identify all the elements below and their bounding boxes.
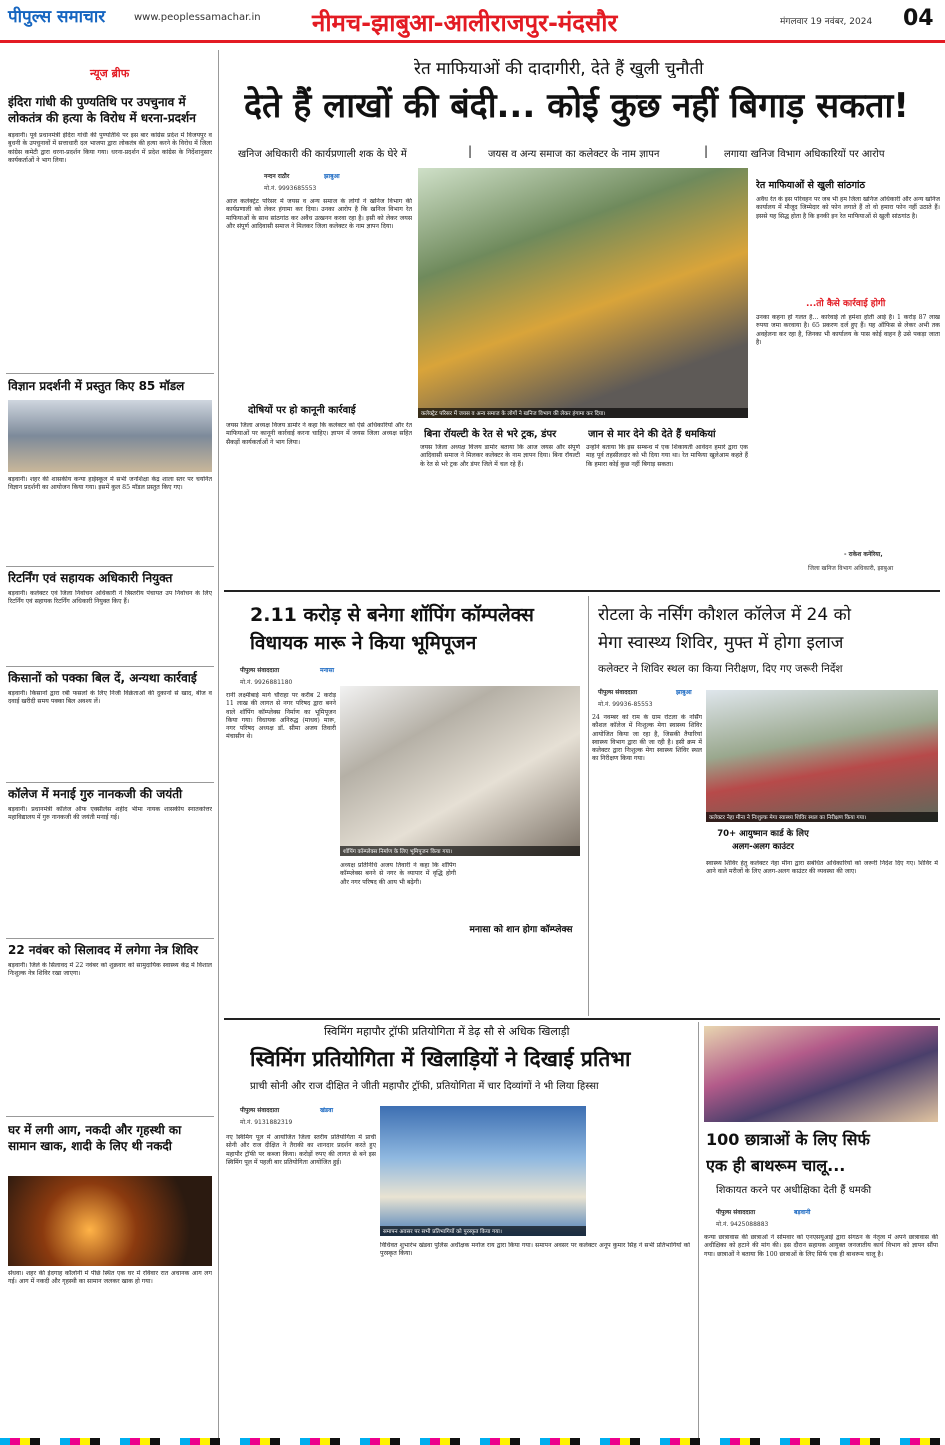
mall-place: मनासा [320,667,335,674]
brief-body-2: बड़वानी। शहर की शासकीय कन्या हाईस्कूल में सभी जनशिक्षा केंद्र शाला स्तर पर चयनित विज्ञान प्रदर्शनी का आयोजन किया गया। इसमें कुल 85 मॉडल प्रस्तुत किए गए। [8,476,212,492]
bathroom-photo [704,1026,938,1122]
camp-photo-caption: कलेक्टर नेहा मीना ने निःशुल्क मेगा स्वास्थ्य शिविर स्थल का निरीक्षण किया गया। [706,812,938,822]
lead-side-qa-title: ...तो कैसे कार्रवाई होगी [806,299,886,309]
lead-mobile: मो.नं. 9993685553 [264,185,317,192]
mall-story [224,596,584,1016]
camp-sub: 70+ आयुष्मान कार्ड के लिए अलग-अलग काउंटर [717,829,809,852]
brief-body-4: बड़वानी। किसानों द्वारा रबी फसलों के लिए निजी विक्रेताओं की दुकानों से खाद, बीज व दवाई खरीदी समय पक्का बिल अवश्य लें। [8,690,212,706]
bathroom-byline: पीपुल्स संवाददाता [716,1209,756,1216]
fire-photo [8,1176,212,1266]
masthead [0,0,945,44]
lead-sub2-body: जयस जिला अध्यक्ष विजय डामोर बताया कि आज जयस और संपूर्ण आदिवासी समाज ने मिलकर कलेक्टर के नाम ज्ञापन दिया। बिना रॉयल्टी के रेत से भरे ट्रक और डंपर जिले में चल रहे हैं। [420,444,580,468]
mall-body: रानी लक्ष्मीबाई मार्ग चौराहा पर करीब 2 करोड़ 11 लाख की लागत से नगर परिषद द्वारा बनने वाले शॉपिंग कॉम्प्लेक्स निर्माण का भूमिपूजन किया गया। विधायक अनिरुद्ध (माधव) मारू, नगर परिषद अध्यक्ष डॉ. सीमा अजय तिवारी मंचासीन थे। [226,692,336,741]
swim-deck: प्राची सोनी और राज दीक्षित ने जीती महापौर ट्रॉफी, प्रतियोगिता में चार दिव्यांगों ने भी लिया हिस्सा [250,1081,599,1092]
lead-deck-2: जयस व अन्य समाज का कलेक्टर के नाम ज्ञापन [488,149,660,160]
edition-title: नीमच-झाबुआ-आलीराजपुर-मंदसौर [312,9,618,37]
swim-photo [380,1106,586,1236]
swim-body-2: विधिवत शुभारंभ खंडवा पुलिस अधीक्षक मनोज राय द्वारा किया गया। समापन अवसर पर कलेक्टर अनूप कुमार सिंह ने सभी प्रतिभागियों को पुरस्कृत किया। [380,1242,690,1258]
lead-sub1-body: जयस जिला अध्यक्ष विजय डामोर ने कहा कि कलेक्टर को ऐसे अधिकारियों और रेत माफियाओं पर कानूनी कार्रवाई करना चाहिए। ज्ञापन में जयस जिला अध्यक्ष सहित सैकड़ों कार्यकर्ताओं ने भाग लिया। [226,422,412,446]
mall-mobile: मो.नं. 9926881180 [240,679,293,686]
camp-headline-1: रोटला के नर्सिंग कौशल कॉलेज में 24 को [598,605,852,625]
lead-sub3-title: जान से मार देने की देते हैं धमकियां [588,429,716,440]
brief-divider-4 [6,782,214,783]
brief-divider-2 [6,566,214,567]
brief-divider-3 [6,666,214,667]
brief-headline-7: घर में लगी आग, नकदी और गृहस्थी का सामान खाक, शादी के लिए थी नकदी [8,1123,182,1153]
brief-headline-2: विज्ञान प्रदर्शनी में प्रस्तुत किए 85 मॉडल [8,379,185,393]
lead-story [224,50,940,590]
mall-sub: मनासा को शान होगा कॉम्प्लेक्स [469,925,573,935]
brief-body-1: बड़वानी। पूर्व प्रधानमंत्री इंदिरा गांधी की पुण्यतिथि पर इस बार कांग्रेस प्रदेश में विजयपुर व बुधनी के उपचुनावों में सत्ताधारी दल भाजपा द्वारा लोकतंत्र की हत्या करने के विरोध में जिला कांग्रेस कमेटी द्वारा धरना-प्रदर्शन किया गया। धरना-प्रदर्शन में प्रदेश कांग्रेस के निर्देशानुसार कार्यकर्ताओं ने भाग लिया। [8,132,212,164]
lead-photo-caption: कलेक्ट्रेट परिसर में जयस व अन्य समाज के लोगों ने खनिज विभाग की लेकर हंगामा कर दिया। [418,408,748,418]
swim-photo-caption: समापन अवसर पर सभी प्रतिभागियों को पुरस्कृत किया गया। [380,1226,586,1236]
brief-headline-3: रिटर्निंग एवं सहायक अधिकारी नियुक्त [8,571,173,585]
brief-headline-6: 22 नवंबर को सिलावद में लगेगा नेत्र शिविर [8,943,199,957]
swim-body: नए स्विमिंग पूल में आयोजित जिला स्तरीय प्रतियोगिता में प्राची सोनी और राज दीक्षित ने तैराकी का शानदार प्रदर्शन करते हुए महापौर ट्रॉफी पर कब्जा किया। करोड़ों रुपए की लागत से बने इस स्विमिंग पूल में पहली बार प्रतियोगिता आयोजित हुई। [226,1134,376,1166]
news-brief-label: न्यूज ब्रीफ [90,67,130,80]
brief-headline-1: इंदिरा गांधी की पुण्यतिथि पर उपचुनाव में लोकतंत्र की हत्या के विरोध में धरना-प्रदर्शन [8,95,196,125]
brand-logo [8,4,118,38]
lead-sub2-title: बिना रॉयल्टी के रेत से भरे ट्रक, डंपर [424,429,557,440]
lead-headline: देते हैं लाखों की बंदी... कोई कुछ नहीं बिगाड़ सकता! [244,86,909,126]
deck-separator-1: | [468,144,473,158]
mall-body-2: अध्यक्ष प्रतिनिधि अजय तिवारी ने कहा कि शॉपिंग कॉम्प्लेक्स बनने से नगर के व्यापार में वृद्धि होगी और नगर परिषद की आय भी बढ़ेगी। [340,862,456,886]
lead-side-designation: जिला खनिज विभाग अधिकारी, झाबुआ [808,565,894,572]
lead-byline: नन्दन राठौर [264,173,290,180]
lead-bottom-rule [224,590,940,592]
lead-place: झाबुआ [324,173,340,180]
lead-sub3-body: उन्होंने बताया कि इस सम्बन्ध में एक शिकायती आवेदन हमारे द्वारा एक माह पूर्व तहसीलदार को भी दिया गया था। रेत माफिया खुलेआम कहते हैं कि हमारा कोई कुछ नहीं बिगाड़ सकता। [586,444,748,468]
camp-byline: पीपुल्स संवाददाता [598,689,638,696]
bathroom-headline-2: एक ही बाथरूम चालू... [706,1156,846,1175]
lead-decks [238,146,938,162]
lead-side-title: रेत माफियाओं से खुली सांठगांठ [756,180,865,191]
mall-headline-2: विधायक मारू ने किया भूमिपूजन [250,632,477,654]
bathroom-deck: शिकायत करने पर अधीक्षिका देती हैं धमकी [716,1185,872,1196]
lead-body: आज कलेक्ट्रेट परिसर में जयस व अन्य समाज के लोगों ने खनिज विभाग की कार्यप्रणाली को लेकर हंगामा कर दिया। उनका आरोप है कि खनिज विभाग रेत माफियाओं के साथ सांठगांठ कर अवैध उत्खनन करवा रहा है। इसी को लेकर जयस और संपूर्ण आदिवासी समाज ने मिलकर जिला कलेक्टर के नाम ज्ञापन दिया। [226,198,412,230]
bathroom-story [702,1022,940,1438]
page-number: 04 [903,6,934,31]
middle-rule [224,1018,940,1020]
lead-side-signature: - राकेश कनेरिया, [844,551,883,558]
camp-story [592,596,940,1016]
brief-divider-6 [6,1116,214,1117]
left-column-divider [218,50,219,1438]
bathroom-headline-1: 100 छात्राओं के लिए सिर्फ [706,1130,870,1149]
bathroom-mobile: मो.नं. 9425088883 [716,1221,769,1228]
camp-body: 24 नवम्बर को राम के ग्राम रोटला के नर्सिंग कौशल कॉलेज में निःशुल्क मेगा स्वास्थ्य शिविर आयोजित किया जा रहा है, जिसकी तैयारियां स्वास्थ्य विभाग द्वारा की जा रही है। इसी क्रम में कलेक्टर द्वारा निःशुल्क मेगा स्वास्थ्य शिविर स्थल का निरीक्षण किया गया। [592,714,702,763]
swim-headline: स्विमिंग प्रतियोगिता में खिलाड़ियों ने दिखाई प्रतिभा [250,1047,631,1071]
camp-body-2: स्वास्थ्य शिविर हेतु कलेक्टर नेहा मीना द्वारा सबंधित अधिकारियों को जरूरी निर्देश दिए गए। शिविर में आने वाले मरीजों के लिए अलग-अलग काउंटर की व्यवस्था की जाए। [706,860,938,876]
date: मंगलवार 19 नवंबर, 2024 [780,17,873,27]
brief-body-3: बड़वानी। कलेक्टर एवं जिला निर्वाचन अधिकारी ने त्रिस्तरीय पंचायत उप निर्वाचन के लिए रिटर्निंग एवं सहायक रिटर्निंग अधिकारी नियुक्त किए हैं। [8,590,212,606]
brief-divider-5 [6,938,214,939]
camp-place: झाबुआ [676,689,692,696]
swim-place: खंडवा [320,1107,334,1114]
lead-side-qa-body: उनका कहना हो गलत है... कार्रवाई तो हमेशा होती आई है। 1 करोड़ 87 लाख रुपया जमा करवाया है। 65 प्रकरण दर्ज हुए हैं। यह ऑफिस से लेकर अभी तक अवहेलना कर रहा है, जिनका भी कार्यालय के पास कोई वाहन है उसे पकड़ा जाता है। [756,314,940,346]
mall-photo-caption: शॉपिंग कॉम्प्लेक्स निर्माण के लिए भूमिपूजन किया गया। [340,846,580,856]
brief-body-5: बड़वानी। प्रधानमंत्री कॉलेज ऑफ एक्सीलेंस शहीद भीमा नायक शासकीय स्नातकोत्तर महाविद्यालय में गुरु नानकजी की जयंती मनाई गई। [8,806,212,822]
science-exhibition-photo [8,400,212,472]
brief-body-6: बड़वानी। जिले के सिलावद में 22 नवंबर को शुक्रवार को सामुदायिक स्वास्थ्य केंद्र में विशाल निःशुल्क नेत्र शिविर रखा जाएगा। [8,962,212,978]
news-brief-column [6,50,214,1438]
mall-byline: पीपुल्स संवाददाता [240,667,280,674]
swim-bathroom-divider [698,1022,699,1438]
lead-side-body: अवैध रेत के इस परिवहन पर जब भी हम जिला खनिज अधिकारी और अन्य खनिज कार्यालय में मौजूद जिम्मेदार को फोन लगाते हैं तो वो हमारा फोन नहीं उठाते हैं। इससे यह सिद्ध होता है कि इनकी इन रेत माफियाओं से खुली सांठगांठ है। [756,196,940,220]
bathroom-body: कन्या छात्रावास की छात्राओं ने सोमवार को एनएसयूआई द्वारा संगठन के नेतृत्व में अपने छात्रावास की अधीक्षिका को हटाने की मांग की। इस दौरान सहायक आयुक्त जनजातीय कार्य विभाग को ज्ञापन सौंपा गया। छात्राओं ने बताया कि 100 छात्राओं के लिए सिर्फ एक ही बाथरूम चालू है। [704,1234,938,1258]
lead-deck-1: खनिज अधिकारी की कार्यप्रणाली शक के घेरे में [238,149,407,160]
brief-headline-4: किसानों को पक्का बिल दें, अन्यथा कार्रवाई [8,671,197,685]
masthead-rule [0,40,945,43]
camp-deck: कलेक्टर ने शिविर स्थल का किया निरीक्षण, दिए गए जरूरी निर्देश [598,663,843,675]
deck-separator-2: | [704,144,709,158]
brief-body-7: सेंधवा। शहर की ईदगाह कॉलोनी में पीछे स्थित एक घर में रविवार रात अचानक आग लग गई। आग में नकदी और गृहस्थी का सामान जलकर खाक हो गया। [8,1270,212,1286]
print-registration-bar [0,1438,945,1445]
swim-kicker: स्विमिंग महापौर ट्रॉफी प्रतियोगिता में डेढ़ सौ से अधिक खिलाड़ी [324,1025,570,1038]
mall-photo [340,686,580,856]
mall-headline-1: 2.11 करोड़ से बनेगा शॉपिंग कॉम्पलेक्स [250,604,534,626]
swim-mobile: मो.नं. 9131882319 [240,1119,293,1126]
brief-divider-1 [6,373,214,374]
lead-sub1-title: दोषियों पर हो कानूनी कार्रवाई [248,405,356,416]
website: www.peoplessamachar.in [134,12,261,23]
brand-name: पीपुल्स समाचार [8,7,106,27]
lead-kicker: रेत माफियाओं की दादागीरी, देते हैं खुली चुनौती [414,59,704,78]
swim-byline: पीपुल्स संवाददाता [240,1107,280,1114]
bathroom-place: बड़वानी [794,1209,811,1216]
camp-photo [706,690,938,822]
camp-headline-2: मेगा स्वास्थ्य शिविर, मुफ्त में होगा इलाज [598,633,844,653]
swim-story [224,1022,694,1438]
brief-headline-5: कॉलेज में मनाई गुरु नानकजी की जयंती [8,787,183,801]
mall-camp-divider [588,596,589,1016]
lead-deck-3: लगाया खनिज विभाग अधिकारियों पर आरोप [724,149,885,160]
camp-mobile: मो.नं. 99936-85553 [598,701,653,708]
lead-photo [418,168,748,418]
